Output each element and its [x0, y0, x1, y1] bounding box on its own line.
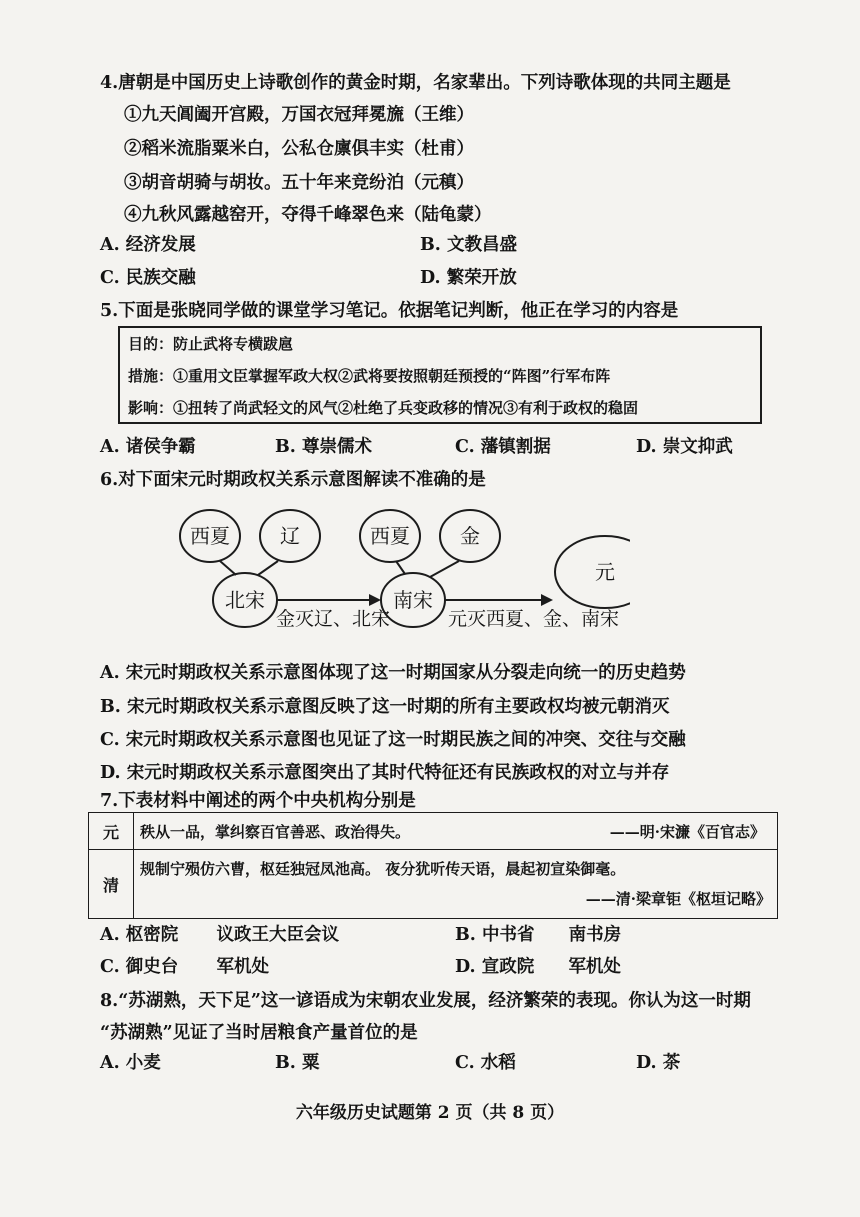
- label-xixia-1: 西夏: [190, 524, 230, 548]
- q4-stem: 4.唐朝是中国历史上诗歌创作的黄金时期，名家辈出。下列诗歌体现的共同主题是: [100, 73, 731, 93]
- q5-option-a: A. 诸侯争霸: [100, 437, 196, 457]
- q7-option-c: [100, 954, 269, 980]
- material-cell: [134, 813, 778, 850]
- material-citation: ——明·宋濂《百官志》: [609, 822, 765, 841]
- q8-option-c: C. 水稻: [455, 1053, 516, 1073]
- q7-option-a: [100, 922, 339, 948]
- q5-option-d: D. 崇文抑武: [636, 437, 733, 457]
- arrow-head-2: [541, 594, 553, 606]
- arrow-head-1: [369, 594, 381, 606]
- label-yuan: 元: [595, 560, 615, 584]
- material-text: 秩从一品，掌纠察百官善恶、政治得失。: [140, 822, 411, 841]
- study-note-box: [118, 326, 762, 424]
- q6-option-b: B. 宋元时期政权关系示意图反映了这一时期的所有主要政权均被元朝消灭: [100, 697, 670, 717]
- song-yuan-regime-diagram: [150, 500, 630, 650]
- table-row: [89, 850, 778, 919]
- q7-option-b-second: 南书房: [568, 925, 622, 945]
- q7-option-d: [455, 954, 621, 980]
- q4-poem-4: ④九秋风露越窑开，夺得千峰翠色来（陆龟蒙）: [124, 205, 492, 225]
- arrow-label-2: 元灭西夏、金、南宋: [448, 608, 620, 630]
- label-jin: 金: [460, 524, 480, 548]
- label-northern-song: 北宋: [225, 588, 265, 612]
- label-liao: 辽: [280, 524, 300, 548]
- q4-poem-2: ②稻米流脂粟米白，公私仓廪俱丰实（杜甫）: [124, 139, 474, 159]
- q6-option-a: A. 宋元时期政权关系示意图体现了这一时期国家从分裂走向统一的历史趋势: [100, 663, 686, 683]
- q4-option-a: A. 经济发展: [100, 235, 196, 255]
- source-material-table: [88, 812, 778, 919]
- label-southern-song: 南宋: [393, 588, 433, 612]
- arrow-label-1: 金灭辽、北宋: [276, 608, 391, 630]
- q8-stem-line-2: “苏湖熟”见证了当时居粮食产量首位的是: [100, 1023, 418, 1043]
- page-footer: 六年级历史试题第 2 页（共 8 页）: [295, 1103, 565, 1123]
- q4-option-c: C. 民族交融: [100, 268, 196, 288]
- note-measures: 措施：①重用文臣掌握军政大权②武将要按照朝廷预授的“阵图”行军布阵: [128, 367, 611, 385]
- q7-option-d-first: D. 宣政院: [455, 957, 535, 977]
- q5-stem: 5.下面是张晓同学做的课堂学习笔记。依据笔记判断，他正在学习的内容是: [100, 301, 679, 321]
- dynasty-cell: 元: [89, 813, 134, 850]
- dynasty-cell: 清: [89, 850, 134, 919]
- q6-stem: 6.对下面宋元时期政权关系示意图解读不准确的是: [100, 470, 486, 490]
- q8-option-a: A. 小麦: [100, 1053, 161, 1073]
- material-cell: [134, 850, 778, 919]
- material-text: 规制宁殒仿六曹，枢廷独冠凤池高。 夜分犹听传天语，晨起初宣染御毫。: [140, 860, 626, 878]
- q4-option-b: B. 文教昌盛: [420, 235, 517, 255]
- q4-option-d: D. 繁荣开放: [420, 268, 517, 288]
- q7-stem: 7.下表材料中阐述的两个中央机构分别是: [100, 791, 416, 811]
- q4-poem-3: ③胡音胡骑与胡妆。五十年来竞纷泊（元稹）: [124, 173, 474, 193]
- q7-option-b: [455, 922, 621, 948]
- q6-option-c: C. 宋元时期政权关系示意图也见证了这一时期民族之间的冲突、交往与交融: [100, 730, 686, 750]
- q7-option-d-second: 军机处: [568, 957, 621, 977]
- q5-option-c: C. 藩镇割据: [455, 437, 551, 457]
- note-purpose: 目的：防止武将专横跋扈: [128, 335, 294, 353]
- label-xixia-2: 西夏: [370, 524, 410, 548]
- material-citation: ——清·梁章钜《枢垣记略》: [585, 890, 771, 908]
- q6-option-d: D. 宋元时期政权关系示意图突出了其时代特征还有民族政权的对立与并存: [100, 763, 670, 783]
- q7-option-a-second: 议政王大臣会议: [216, 925, 339, 945]
- q8-option-d: D. 茶: [636, 1053, 681, 1073]
- table-row: [89, 813, 778, 850]
- note-impact: 影响：①扭转了尚武轻文的风气②杜绝了兵变政移的情况③有利于政权的稳固: [128, 399, 639, 417]
- q7-option-c-second: 军机处: [216, 957, 269, 977]
- q7-option-a-first: A. 枢密院: [100, 925, 179, 945]
- q4-poem-1: ①九天阊阖开宫殿，万国衣冠拜冕旒（王维）: [124, 105, 474, 125]
- q8-stem-line-1: 8.“苏湖熟，天下足”这一谚语成为宋朝农业发展，经济繁荣的表现。你认为这一时期: [100, 991, 751, 1011]
- q7-option-c-first: C. 御史台: [100, 957, 179, 977]
- node-yuan: [555, 536, 630, 608]
- q5-option-b: B. 尊崇儒术: [275, 437, 372, 457]
- q7-option-b-first: B. 中书省: [455, 925, 535, 945]
- q8-option-b: B. 粟: [275, 1053, 320, 1073]
